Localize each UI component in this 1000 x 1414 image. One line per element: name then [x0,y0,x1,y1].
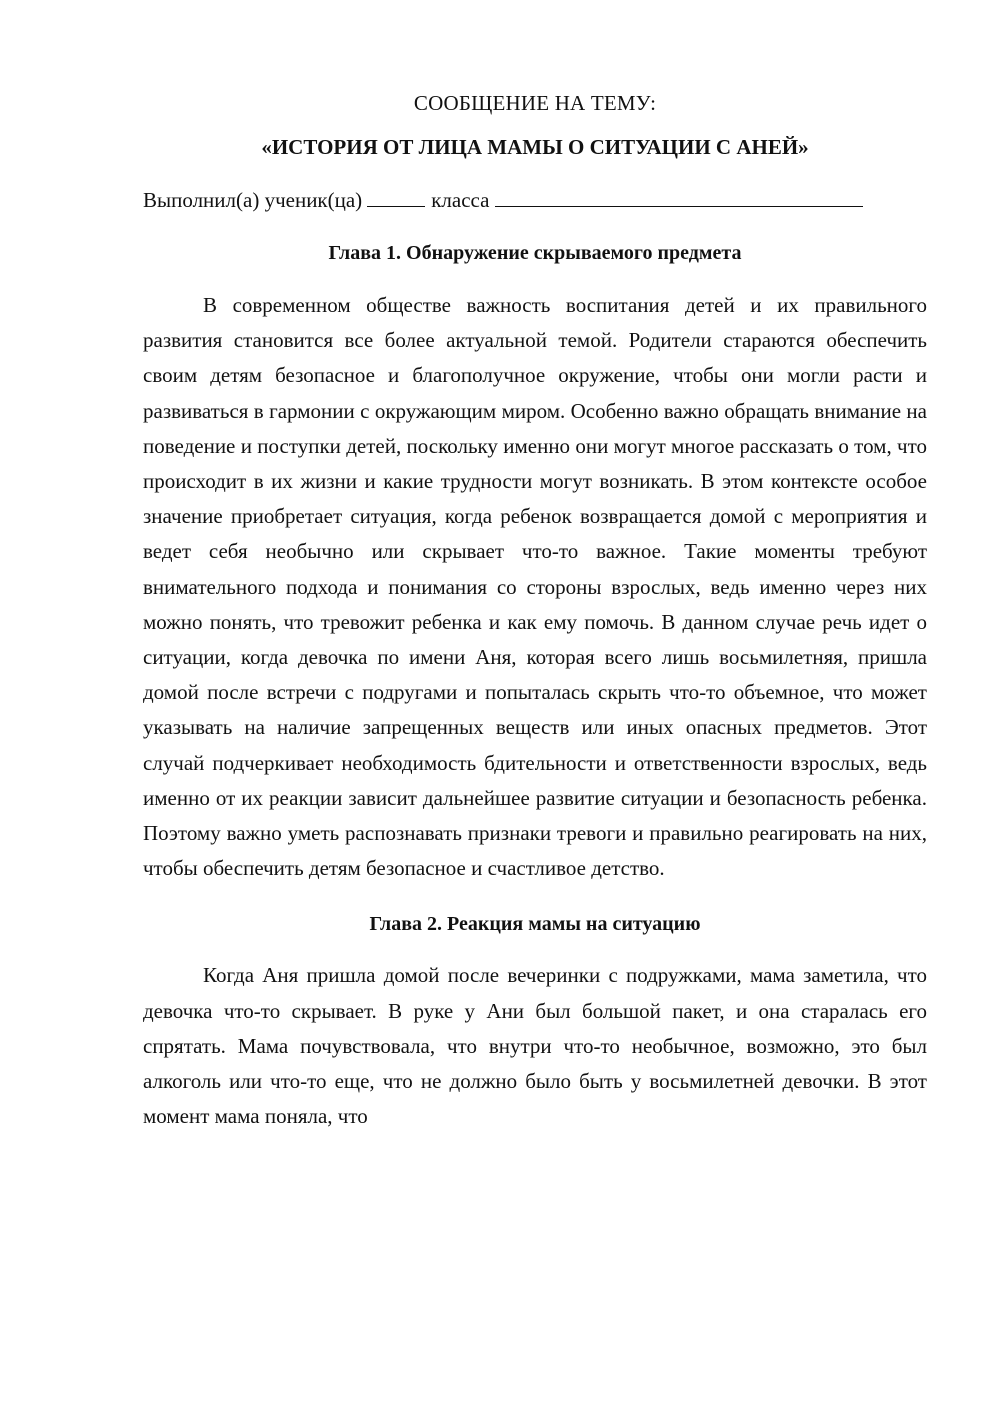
class-label: класса [431,188,490,212]
chapter-2-paragraph: Когда Аня пришла домой после вечеринки с подружками, мама заметила, что девочка что-то скрывает. В руке у Ани был большой пакет, и она старалась его спрятать. Мама почувствовала, что внутри что-то необычное, возможно, это был алкоголь или что-то еще, что не должно было быть у восьмилетней девочки. В этот момент мама поняла, что [143,963,927,1129]
author-prefix: Выполнил(а) ученик(ца) [143,188,363,212]
class-name-blank [495,184,863,207]
document-title: «ИСТОРИЯ ОТ ЛИЦА МАМЫ О СИТУАЦИИ С АНЕЙ» [261,135,809,159]
chapter-1-paragraph: В современном обществе важность воспитания детей и их правильного развития становится все более актуальной темой. Родители стараются обеспечить своим детям безопасное и благополучное окружение, чтобы они могли расти и развиваться в гармонии с окружающим миром. Особенно важно обращать внимание на поведение и поступки детей, поскольку именно они могут многое рассказать о том, что происходит в их жизни и какие трудности могут возникать. В этом контексте особое значение приобретает ситуация, когда ребенок возвращается домой с мероприятия и ведет себя необычно или скрывает что-то важное. Такие моменты требуют внимательного подхода и понимания со стороны взрослых, ведь именно через них можно понять, что тревожит ребенка и как ему помочь. В данном случае речь идет о ситуации, когда девочка по имени Аня, которая всего лишь восьмилетняя, пришла домой после встречи с подругами и попыталась скрыть что-то объемное, что может указывать на наличие запрещенных веществ или иных опасных предметов. Этот случай подчеркивает необходимость бдительности и ответственности взрослых, ведь именно от их реакции зависит дальнейшее развитие ситуации и безопасность ребенка. Поэтому важно уметь распознавать признаки тревоги и правильно реагировать на них, чтобы обеспечить детям безопасное и счастливое детство. [143,293,927,881]
chapter-2-heading: Глава 2. Реакция мамы на ситуацию [369,913,701,936]
chapter-1-heading: Глава 1. Обнаружение скрываемого предмета [328,242,742,264]
document-page [143,88,927,1134]
author-line [143,184,927,215]
document-topic: СООБЩЕНИЕ НА ТЕМУ: [413,91,657,115]
class-number-blank [367,184,425,207]
